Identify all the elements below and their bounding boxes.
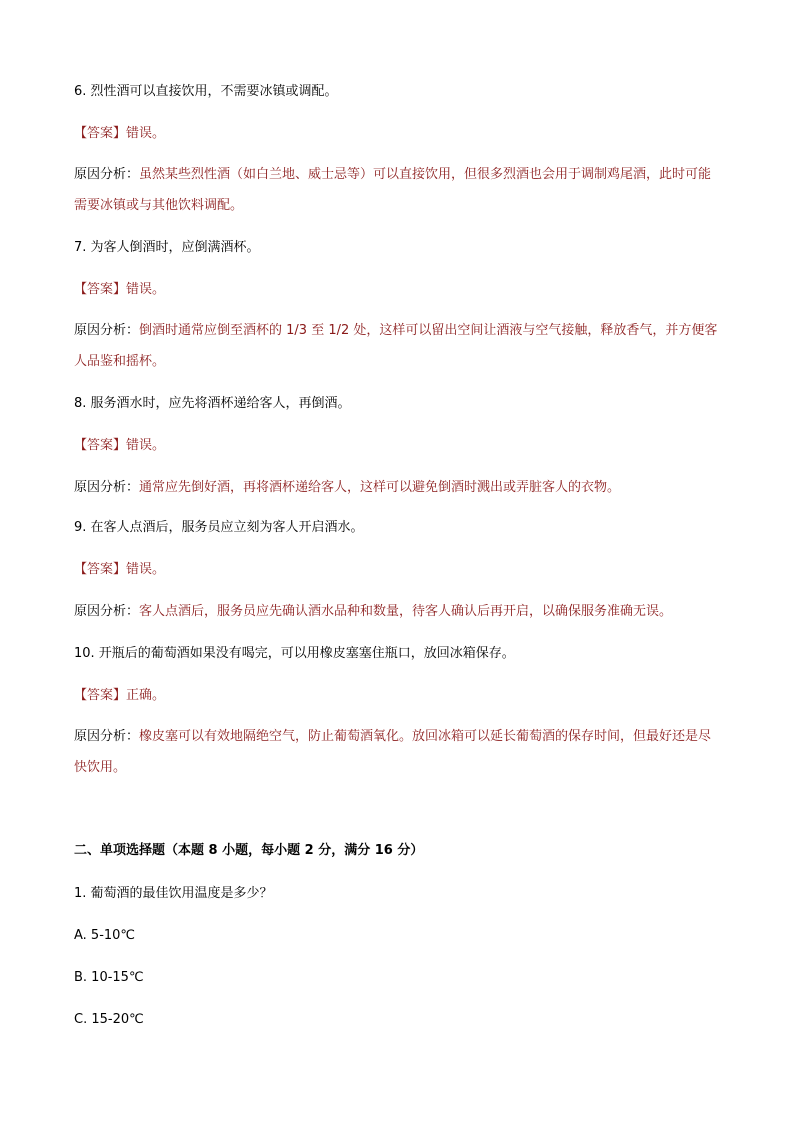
mc-option-b: B. 10-15℃	[74, 970, 144, 985]
question-9: 9. 在客人点酒后，服务员应立刻为客人开启酒水。	[74, 520, 364, 535]
analysis-7	[74, 315, 724, 377]
analysis-label: 原因分析：	[74, 729, 140, 744]
analysis-9	[74, 602, 724, 622]
analysis-body: 通常应先倒好酒，再将酒杯递给客人，这样可以避免倒酒时溅出或弄脏客人的衣物。	[139, 480, 621, 495]
analysis-body: 橡皮塞可以有效地隔绝空气，防止葡萄酒氧化。放回冰箱可以延长葡萄酒的保存时间，但最好还是尽快饮用。	[74, 729, 712, 775]
section-title: 二、单项选择题（本题 8 小题，每小题 2 分，满分 16 分）	[74, 843, 424, 858]
question-8: 8. 服务酒水时，应先将酒杯递给客人，再倒酒。	[74, 396, 351, 411]
answer-10: 【答案】正确。	[74, 688, 166, 703]
analysis-body: 虽然某些烈性酒（如白兰地、威士忌等）可以直接饮用，但很多烈酒也会用于调制鸡尾酒，此时可能需要冰镇或与其他饮料调配。	[74, 167, 712, 213]
analysis-label: 原因分析：	[74, 480, 140, 495]
answer-8: 【答案】错误。	[74, 438, 166, 453]
mc-question-1: 1. 葡萄酒的最佳饮用温度是多少？	[74, 886, 273, 901]
mc-option-a: A. 5-10℃	[74, 928, 136, 943]
analysis-body: 客人点酒后，服务员应先确认酒水品种和数量，待客人确认后再开启，以确保服务准确无误。	[139, 604, 673, 619]
question-6: 6. 烈性酒可以直接饮用，不需要冰镇或调配。	[74, 84, 338, 99]
analysis-body: 倒酒时通常应倒至酒杯的 1/3 至 1/2 处，这样可以留出空间让酒液与空气接触，释放香气，并方便客人品鉴和摇杯。	[74, 323, 718, 369]
analysis-label: 原因分析：	[74, 323, 140, 338]
analysis-label: 原因分析：	[74, 604, 140, 619]
question-10: 10. 开瓶后的葡萄酒如果没有喝完，可以用橡皮塞塞住瓶口，放回冰箱保存。	[74, 646, 515, 661]
answer-9: 【答案】错误。	[74, 562, 166, 577]
analysis-10	[74, 721, 724, 783]
mc-option-c: C. 15-20℃	[74, 1012, 144, 1027]
answer-7: 【答案】错误。	[74, 282, 166, 297]
answer-6: 【答案】错误。	[74, 126, 166, 141]
analysis-label: 原因分析：	[74, 167, 140, 182]
question-7: 7. 为客人倒酒时，应倒满酒杯。	[74, 240, 260, 255]
analysis-8	[74, 478, 724, 498]
analysis-6	[74, 159, 724, 221]
